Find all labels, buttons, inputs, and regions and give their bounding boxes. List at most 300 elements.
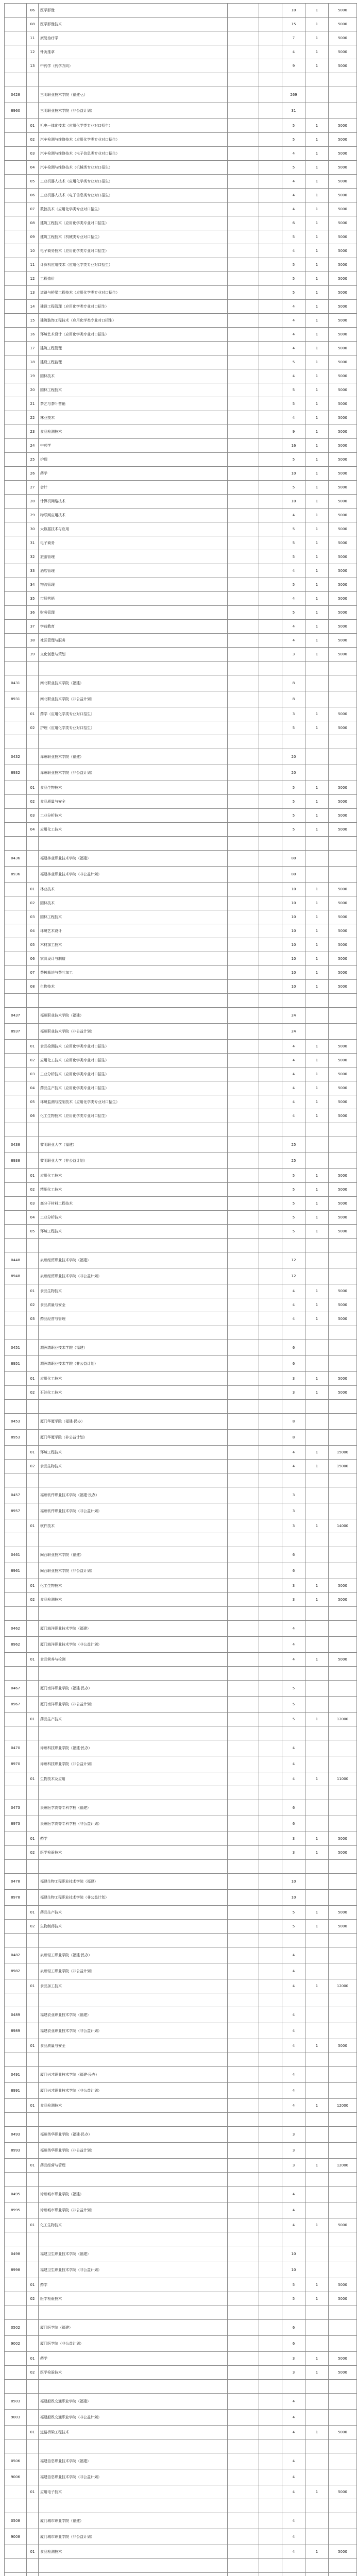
table-cell: 福建船政交通职业学院（非公益计划） — [39, 2410, 228, 2426]
table-cell — [228, 175, 259, 189]
table-cell — [27, 1947, 39, 1963]
table-row-group-header — [5, 1268, 357, 1284]
table-cell — [259, 425, 282, 439]
table-cell — [329, 1800, 357, 1816]
table-cell — [305, 2232, 329, 2246]
table-cell — [5, 924, 27, 938]
table-cell — [282, 1123, 305, 1137]
table-row-group-header — [5, 1137, 357, 1153]
table-cell: 0428 — [5, 87, 27, 103]
table-cell — [259, 2099, 282, 2113]
table-cell: 19 — [27, 369, 39, 383]
table-cell — [329, 1637, 357, 1653]
table-cell — [305, 1137, 329, 1153]
table-cell — [5, 1993, 27, 2007]
table-cell — [39, 1726, 228, 1740]
table-cell — [228, 809, 259, 823]
table-cell — [305, 1239, 329, 1252]
table-cell — [329, 2513, 357, 2529]
table-cell — [5, 2545, 27, 2559]
table-cell: 5000 — [329, 536, 357, 550]
table-cell — [228, 1095, 259, 1109]
table-cell — [305, 851, 329, 867]
table-row — [5, 1284, 357, 1298]
table-cell — [27, 103, 39, 119]
table-cell: 建设工程管理（应用化学类专业对口招生） — [39, 300, 228, 314]
table-cell: 1 — [305, 980, 329, 994]
table-cell: 5000 — [329, 648, 357, 662]
table-cell: 5 — [282, 2278, 305, 2292]
table-cell — [329, 1487, 357, 1503]
table-cell — [27, 1430, 39, 1446]
table-cell — [282, 1993, 305, 2007]
table-cell — [259, 4, 282, 18]
table-cell — [228, 1740, 259, 1756]
table-cell — [329, 1239, 357, 1252]
table-cell: 福建信息职业技术学院（福建） — [39, 2453, 228, 2469]
table-cell: 5000 — [329, 31, 357, 45]
table-cell: 5 — [282, 550, 305, 564]
table-cell — [5, 45, 27, 59]
table-cell: 应用电子技术 — [39, 2485, 228, 2499]
table-cell — [259, 550, 282, 564]
table-cell — [282, 2439, 305, 2453]
table-cell: 1 — [305, 2545, 329, 2559]
table-cell — [259, 1816, 282, 1832]
table-cell — [259, 1095, 282, 1109]
table-row — [5, 1533, 357, 1547]
table-cell: 1 — [305, 883, 329, 896]
table-cell — [27, 2336, 39, 2352]
table-cell — [228, 1547, 259, 1563]
table-cell — [5, 2499, 27, 2513]
table-cell — [5, 119, 27, 133]
table-cell — [259, 2023, 282, 2039]
table-cell: 3 — [282, 707, 305, 721]
table-cell — [27, 1137, 39, 1153]
table-cell — [259, 2007, 282, 2023]
table-cell — [259, 1772, 282, 1786]
table-cell: 1 — [305, 896, 329, 910]
table-cell: 道路桥梁工程技术 — [39, 2426, 228, 2439]
table-cell: 8961 — [5, 1563, 27, 1579]
table-cell: 11000 — [329, 1772, 357, 1786]
table-cell: 5000 — [329, 258, 357, 272]
table-cell: 林业技术 — [39, 411, 228, 425]
table-cell — [259, 286, 282, 300]
table-cell: 5000 — [329, 781, 357, 795]
table-cell — [259, 2202, 282, 2218]
table-row-group-header — [5, 2320, 357, 2336]
table-cell: 6 — [282, 1340, 305, 1356]
table-cell — [27, 2394, 39, 2410]
table-cell — [228, 1169, 259, 1183]
table-cell — [228, 994, 259, 1008]
table-row — [5, 2485, 357, 2499]
table-cell — [228, 147, 259, 161]
table-cell — [259, 1137, 282, 1153]
table-cell — [228, 453, 259, 467]
table-cell — [259, 1153, 282, 1169]
table-cell: 物联网应用技术 — [39, 509, 228, 522]
table-cell: 01 — [27, 1713, 39, 1726]
table-cell — [228, 1446, 259, 1460]
table-cell: 4 — [282, 2187, 305, 2202]
table-cell: 园林技术 — [39, 896, 228, 910]
table-cell — [27, 1816, 39, 1832]
table-cell — [259, 1460, 282, 1473]
table-cell — [27, 2262, 39, 2278]
table-cell — [259, 1756, 282, 1772]
table-cell — [305, 1667, 329, 1681]
table-cell — [27, 2007, 39, 2023]
table-row — [5, 1713, 357, 1726]
table-cell — [228, 2218, 259, 2232]
table-cell: 4 — [282, 1653, 305, 1667]
table-cell — [228, 1123, 259, 1137]
table-cell — [259, 536, 282, 550]
table-row — [5, 18, 357, 31]
table-cell — [5, 564, 27, 578]
table-cell: 5000 — [329, 161, 357, 175]
table-cell: 01 — [27, 2159, 39, 2173]
table-cell — [228, 620, 259, 634]
table-cell: 02 — [27, 1386, 39, 1400]
table-cell: 厦门华厦学院（非公益计划） — [39, 1430, 228, 1446]
table-cell — [228, 2007, 259, 2023]
table-cell: 医学检验技术 — [39, 2292, 228, 2306]
table-cell: 5000 — [329, 2485, 357, 2499]
table-cell — [228, 369, 259, 383]
table-cell: 三明职业技术学院（非公益计划） — [39, 103, 228, 119]
table-cell: 10 — [282, 2246, 305, 2262]
table-cell: 8989 — [5, 2023, 27, 2039]
table-cell — [259, 1430, 282, 1446]
table-row — [5, 59, 357, 73]
table-cell — [228, 1067, 259, 1081]
table-cell: 9008 — [5, 2529, 27, 2545]
table-row-group-header — [5, 2083, 357, 2099]
table-cell: 闽西职业技术学院（福建） — [39, 1547, 228, 1563]
table-row-group-header — [5, 2187, 357, 2202]
table-cell — [27, 2529, 39, 2545]
table-cell: 6 — [282, 1816, 305, 1832]
table-cell — [228, 161, 259, 175]
table-cell — [259, 2453, 282, 2469]
table-cell: 4 — [282, 2067, 305, 2083]
table-cell — [228, 1579, 259, 1593]
table-cell — [329, 2007, 357, 2023]
table-row — [5, 1400, 357, 1414]
table-cell — [27, 2320, 39, 2336]
table-cell: 05 — [27, 1095, 39, 1109]
table-row — [5, 230, 357, 244]
table-cell: 工业机器人技术（应用化学类专业对口招生） — [39, 175, 228, 189]
table-cell: 4 — [282, 1947, 305, 1963]
table-cell — [5, 2485, 27, 2499]
table-cell — [259, 1653, 282, 1667]
table-row — [5, 606, 357, 620]
table-cell: 文化创意与策划 — [39, 648, 228, 662]
table-cell — [27, 1934, 39, 1947]
table-cell: 1 — [305, 411, 329, 425]
table-cell: 4 — [282, 2202, 305, 2218]
table-cell — [5, 1653, 27, 1667]
table-cell: 01 — [27, 2218, 39, 2232]
table-cell: 0491 — [5, 2067, 27, 2083]
table-cell: 厦门兴才职业技术学院（福建·民办） — [39, 2067, 228, 2083]
table-cell: 6 — [282, 1547, 305, 1563]
table-cell: 5000 — [329, 1169, 357, 1183]
table-cell: 3 — [282, 1487, 305, 1503]
table-row — [5, 1993, 357, 2007]
table-cell: 0448 — [5, 1252, 27, 1268]
table-cell — [5, 1579, 27, 1593]
table-cell — [305, 2439, 329, 2453]
table-cell — [259, 837, 282, 851]
table-cell: 8 — [282, 1430, 305, 1446]
table-cell — [259, 1054, 282, 1067]
table-cell — [27, 2113, 39, 2127]
table-cell: 会计 — [39, 481, 228, 495]
table-row — [5, 314, 357, 328]
table-cell: 工业机器人技术（电子信息类专业对口招生） — [39, 189, 228, 202]
table-row-group-header — [5, 1740, 357, 1756]
table-cell: 5000 — [329, 823, 357, 837]
table-cell — [5, 735, 27, 749]
table-cell — [228, 1326, 259, 1340]
table-cell — [228, 1772, 259, 1786]
table-cell: 1 — [305, 328, 329, 342]
table-cell: 8931 — [5, 691, 27, 707]
table-cell — [329, 2439, 357, 2453]
table-cell — [5, 781, 27, 795]
table-cell: 1 — [305, 1225, 329, 1239]
table-row-group-header — [5, 765, 357, 781]
table-cell — [39, 1860, 228, 1874]
table-cell — [228, 2173, 259, 2187]
table-cell — [5, 2278, 27, 2292]
table-cell: 08 — [27, 18, 39, 31]
table-cell — [228, 1239, 259, 1252]
table-cell — [305, 1252, 329, 1268]
table-cell — [27, 1697, 39, 1713]
table-cell: 6 — [282, 1356, 305, 1372]
table-cell: 5000 — [329, 1386, 357, 1400]
table-cell: 泉州经贸职业技术学院（非公益计划） — [39, 1268, 228, 1284]
table-cell — [329, 867, 357, 883]
table-cell — [329, 2127, 357, 2143]
table-cell: 5 — [282, 1713, 305, 1726]
table-cell — [228, 1726, 259, 1740]
table-cell: 10 — [282, 2262, 305, 2278]
table-cell: 环境工程技术 — [39, 1446, 228, 1460]
table-cell — [259, 1252, 282, 1268]
table-cell — [259, 781, 282, 795]
table-cell — [27, 1800, 39, 1816]
table-cell — [259, 592, 282, 606]
table-cell — [329, 2067, 357, 2083]
table-cell: 1 — [305, 161, 329, 175]
table-cell: 1 — [305, 1040, 329, 1054]
table-cell — [5, 2218, 27, 2232]
table-cell — [39, 2173, 228, 2187]
table-cell — [305, 1533, 329, 1547]
table-cell — [259, 495, 282, 509]
table-cell: 4 — [282, 1621, 305, 1637]
table-cell — [259, 1487, 282, 1503]
table-cell: 1 — [305, 2278, 329, 2292]
table-cell — [228, 1372, 259, 1386]
table-row-group-header — [5, 2143, 357, 2159]
table-row — [5, 1183, 357, 1197]
table-cell — [39, 2113, 228, 2127]
table-cell: 32 — [27, 550, 39, 564]
table-cell — [39, 994, 228, 1008]
table-cell: 5000 — [329, 634, 357, 648]
table-cell — [27, 1326, 39, 1340]
table-cell: 5 — [282, 286, 305, 300]
table-cell — [27, 1473, 39, 1487]
table-cell — [305, 2513, 329, 2529]
table-cell: 1 — [305, 924, 329, 938]
table-cell: 社区管理与服务 — [39, 634, 228, 648]
table-cell: 5 — [282, 1920, 305, 1934]
table-cell: 林业技术 — [39, 883, 228, 896]
table-cell: 1 — [305, 31, 329, 45]
table-cell — [259, 230, 282, 244]
table-cell — [39, 1786, 228, 1800]
table-cell: 35 — [27, 592, 39, 606]
table-cell — [27, 2439, 39, 2453]
table-cell: 02 — [27, 1460, 39, 1473]
table-cell: 汽车检测与维修技术（电子信息类专业对口招生） — [39, 147, 228, 161]
table-cell — [27, 662, 39, 675]
table-cell — [305, 1008, 329, 1024]
table-cell: 4 — [282, 634, 305, 648]
table-cell: 1 — [305, 397, 329, 411]
table-cell — [27, 1123, 39, 1137]
table-cell — [259, 675, 282, 691]
table-cell: 5 — [282, 258, 305, 272]
table-cell — [305, 1860, 329, 1874]
table-cell: 1 — [305, 550, 329, 564]
table-cell — [259, 355, 282, 369]
table-cell: 4 — [282, 1040, 305, 1054]
table-cell — [228, 314, 259, 328]
table-cell: 食品质量与安全 — [39, 795, 228, 809]
table-cell: 10 — [282, 883, 305, 896]
table-cell: 1 — [305, 648, 329, 662]
table-cell: 4 — [282, 1637, 305, 1653]
table-cell: 园林技术 — [39, 369, 228, 383]
table-cell — [259, 2380, 282, 2394]
table-cell — [305, 1414, 329, 1430]
table-cell: 5000 — [329, 495, 357, 509]
table-cell: 02 — [27, 133, 39, 147]
table-cell — [259, 1726, 282, 1740]
table-cell: 4 — [282, 1772, 305, 1786]
table-cell — [305, 1340, 329, 1356]
table-cell: 31 — [282, 103, 305, 119]
table-cell: 10 — [282, 1890, 305, 1906]
table-cell: 5000 — [329, 397, 357, 411]
table-cell — [5, 707, 27, 721]
table-cell: 福建林业职业技术学院（福建） — [39, 851, 228, 867]
table-cell — [259, 1169, 282, 1183]
table-row — [5, 781, 357, 795]
table-cell: 4 — [282, 147, 305, 161]
table-cell: 汽车检测与维修技术（应用化学类专业对口招生） — [39, 133, 228, 147]
table-cell: 5000 — [329, 924, 357, 938]
table-cell — [259, 606, 282, 620]
table-cell: 11 — [27, 31, 39, 45]
table-cell — [329, 87, 357, 103]
table-cell: 1 — [305, 781, 329, 795]
table-cell — [5, 1109, 27, 1123]
table-cell: 1 — [305, 1832, 329, 1846]
table-cell — [305, 2007, 329, 2023]
table-cell: 9 — [282, 59, 305, 73]
table-cell: 8970 — [5, 1756, 27, 1772]
table-cell: 福建信息职业技术学院（非公益计划） — [39, 2469, 228, 2485]
table-cell — [27, 2023, 39, 2039]
table-cell — [5, 1979, 27, 1993]
table-cell — [329, 1681, 357, 1697]
table-cell — [329, 1268, 357, 1284]
table-cell: 9 — [282, 425, 305, 439]
table-cell: 5 — [282, 522, 305, 536]
table-cell: 04 — [27, 924, 39, 938]
table-cell: 5000 — [329, 1298, 357, 1312]
table-cell — [27, 1963, 39, 1979]
table-cell: 5000 — [329, 938, 357, 952]
table-cell — [5, 1519, 27, 1533]
table-cell — [27, 2559, 39, 2573]
table-cell: 1 — [305, 272, 329, 286]
table-cell: 食品加工技术 — [39, 1979, 228, 1993]
table-cell — [329, 2380, 357, 2394]
table-cell — [259, 439, 282, 453]
table-cell: 8 — [282, 1414, 305, 1430]
table-cell — [228, 2067, 259, 2083]
table-cell: 医学影像 — [39, 4, 228, 18]
table-cell: 中药学 — [39, 439, 228, 453]
table-cell: 7 — [282, 31, 305, 45]
table-cell — [259, 2573, 282, 2576]
table-cell — [305, 2053, 329, 2067]
table-cell — [228, 1846, 259, 1860]
table-cell — [305, 2113, 329, 2127]
table-cell: 汽车检测与维修技术（机械类专业对口招生） — [39, 161, 228, 175]
table-cell: 0502 — [5, 2320, 27, 2336]
table-cell — [259, 2529, 282, 2545]
table-cell — [259, 867, 282, 883]
table-cell — [27, 691, 39, 707]
table-cell — [329, 2573, 357, 2576]
table-cell — [228, 31, 259, 45]
table-cell — [228, 119, 259, 133]
table-row-group-header — [5, 2394, 357, 2410]
table-cell: 5000 — [329, 721, 357, 735]
table-cell — [39, 1533, 228, 1547]
table-cell: 4 — [282, 1756, 305, 1772]
table-cell — [228, 1947, 259, 1963]
table-row — [5, 883, 357, 896]
table-cell: 10 — [282, 910, 305, 924]
table-cell — [27, 1268, 39, 1284]
table-row — [5, 328, 357, 342]
